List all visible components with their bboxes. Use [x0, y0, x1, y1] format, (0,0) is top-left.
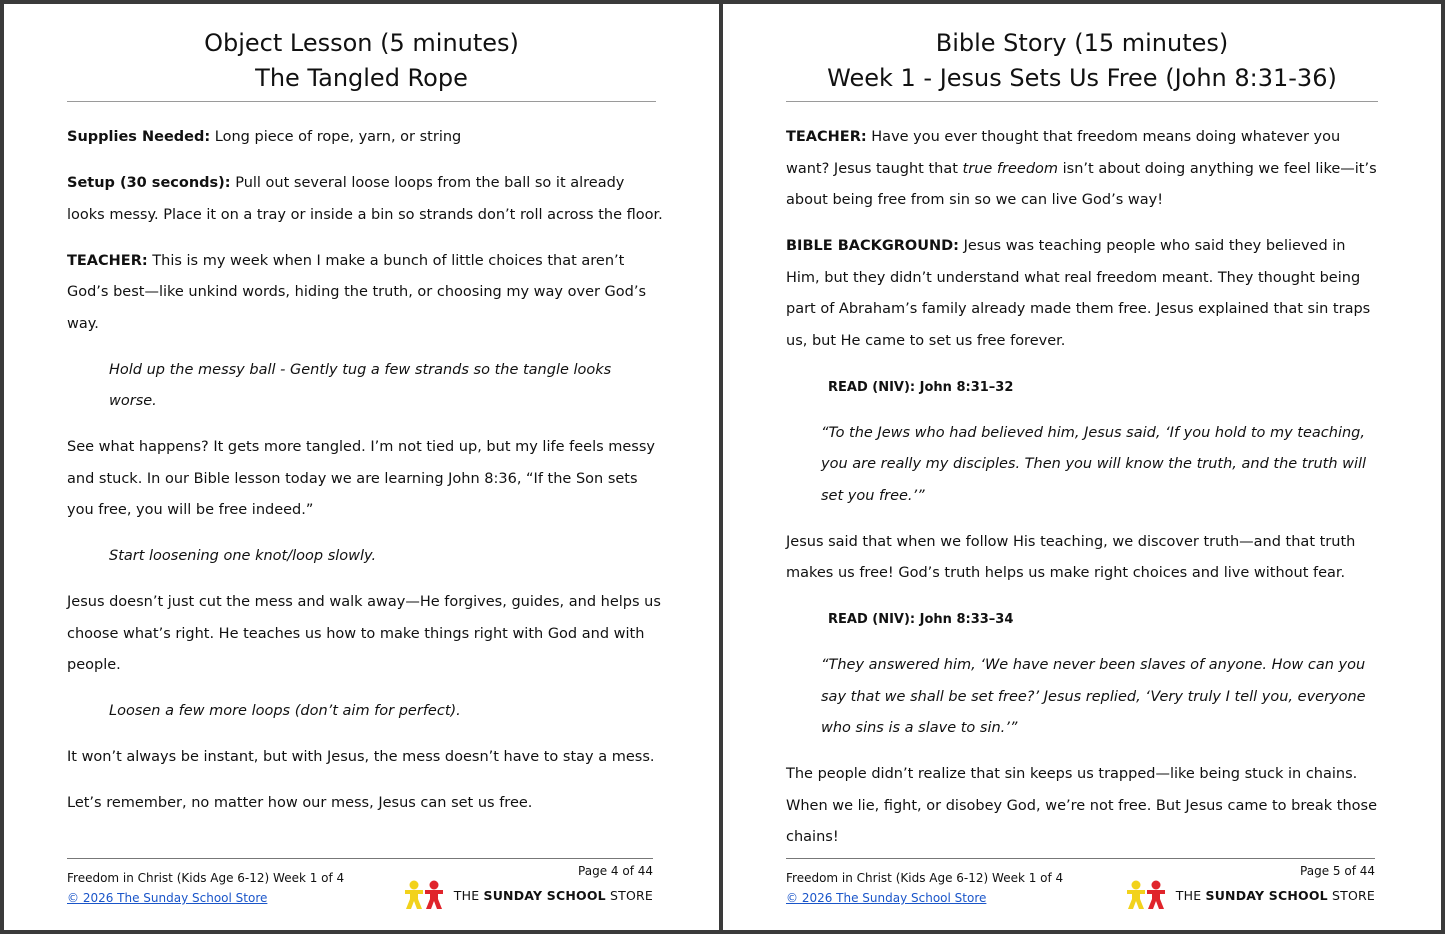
setup-label: Setup (30 seconds): — [67, 175, 231, 191]
scripture-quote: “They answered him, ‘We have never been slaves of anyone. How can you say that we shall be set free?’ Jesus replied, ‘Very truly I tell you, everyone who sins is a slave to sin.’” — [821, 657, 1366, 736]
footer-divider — [786, 858, 1375, 859]
stage-direction: Loosen a few more loops (don’t aim for perfect). — [109, 703, 461, 719]
scripture-reference: READ (NIV): John 8:31–32 — [828, 379, 1014, 395]
body-paragraph: Let’s remember, no matter how our mess, Jesus can set us free. — [67, 795, 533, 811]
supplies-label: Supplies Needed: — [67, 129, 211, 145]
scripture-quote: “To the Jews who had believed him, Jesus said, ‘If you hold to my teaching, you are really my disciples. Then you will know the truth, and the truth will set you free.’” — [821, 424, 1367, 504]
copyright-link[interactable]: © 2026 The Sunday School Store — [67, 891, 268, 905]
page-title-line2: The Tangled Rope — [255, 64, 468, 92]
paper-dolls-icon — [402, 880, 448, 910]
teacher-label: TEACHER: — [786, 129, 867, 145]
page-left — [4, 4, 719, 930]
scripture-reference: READ (NIV): John 8:33–34 — [828, 612, 1014, 627]
page-right — [723, 4, 1441, 930]
brand-name: THE SUNDAY SCHOOL STORE — [453, 887, 653, 903]
teacher-label: TEACHER: — [67, 252, 148, 269]
story-content — [786, 122, 1379, 868]
page-number: Page 4 of 44 — [578, 864, 653, 878]
footer-info — [786, 868, 1063, 908]
stage-direction: Start loosening one knot/loop slowly. — [109, 548, 377, 564]
body-paragraph: The people didn’t realize that sin keeps us trapped—like being stuck in chains. When we lie, fight, or disobey God, we’re not free. But Jesus came to break those chains! — [786, 766, 1378, 845]
footer-brand — [1124, 862, 1375, 910]
footer-series: Freedom in Christ (Kids Age 6-12) Week 1 of 4 — [67, 871, 345, 885]
lesson-content — [67, 122, 663, 834]
emphasis-text: true freedom — [962, 160, 1059, 177]
footer-series: Freedom in Christ (Kids Age 6-12) Week 1 of 4 — [786, 871, 1064, 885]
stage-direction: Hold up the messy ball - Gently tug a few strands so the tangle looks worse. — [109, 361, 612, 409]
page-title-line2: Week 1 - Jesus Sets Us Free (John 8:31-36) — [827, 64, 1337, 92]
body-paragraph: Jesus said that when we follow His teaching, we discover truth—and that truth makes us free! God’s truth helps us make right choices and live without fear. — [786, 533, 1356, 581]
brand-logo — [1124, 880, 1375, 910]
brand-logo — [402, 880, 653, 910]
teacher-paragraph: TEACHER: Have you ever thought that freedom means doing whatever you want? Jesus taught that true freedom isn’t about doing anything we feel like—it’s about being free from sin so we can live God’s way! — [786, 129, 1377, 208]
paper-dolls-icon — [1124, 880, 1170, 910]
background-text: Jesus was teaching people who said they believed in Him, but they didn’t understand what real freedom meant. They thought being part of Abraham’s family already made them free. Jesus explained that sin traps us, but He came to set us free forever. — [786, 238, 1371, 349]
copyright-link[interactable]: © 2026 The Sunday School Store — [786, 891, 987, 905]
page-title — [786, 26, 1378, 96]
page-number: Page 5 of 44 — [1300, 864, 1375, 878]
page-title — [67, 26, 656, 96]
supplies-paragraph — [67, 122, 663, 154]
supplies-text: Long piece of rope, yarn, or string — [210, 129, 462, 145]
background-paragraph — [786, 231, 1379, 357]
footer-brand — [402, 862, 653, 910]
header-divider — [786, 101, 1378, 102]
body-paragraph: Jesus doesn’t just cut the mess and walk away—He forgives, guides, and helps us choose what’s right. He teaches us how to make things right with God and with people. — [67, 594, 661, 673]
body-paragraph: It won’t always be instant, but with Jesus, the mess doesn’t have to stay a mess. — [67, 749, 655, 765]
setup-paragraph — [67, 168, 663, 231]
background-label: BIBLE BACKGROUND: — [786, 238, 959, 254]
header-divider — [67, 101, 656, 102]
body-paragraph: See what happens? It gets more tangled. I’m not tied up, but my life feels messy and stuck. In our Bible lesson today we are learning John 8:36, “If the Son sets you free, you will be free indeed.” — [67, 439, 655, 518]
footer-info — [67, 868, 344, 908]
footer-divider — [67, 858, 653, 859]
teacher-paragraph — [67, 246, 663, 341]
teacher-text: This is my week when I make a bunch of little choices that aren’t God’s best—like unkind words, hiding the truth, or choosing my way over God’s way. — [67, 252, 647, 332]
setup-text: Pull out several loose loops from the ball so it already looks messy. Place it on a tray or inside a bin so strands don’t roll across the floor. — [67, 175, 663, 223]
page-title-line1: Object Lesson (5 minutes) — [204, 29, 519, 57]
brand-name: THE SUNDAY SCHOOL STORE — [1175, 887, 1375, 903]
page-title-line1: Bible Story (15 minutes) — [935, 29, 1229, 57]
